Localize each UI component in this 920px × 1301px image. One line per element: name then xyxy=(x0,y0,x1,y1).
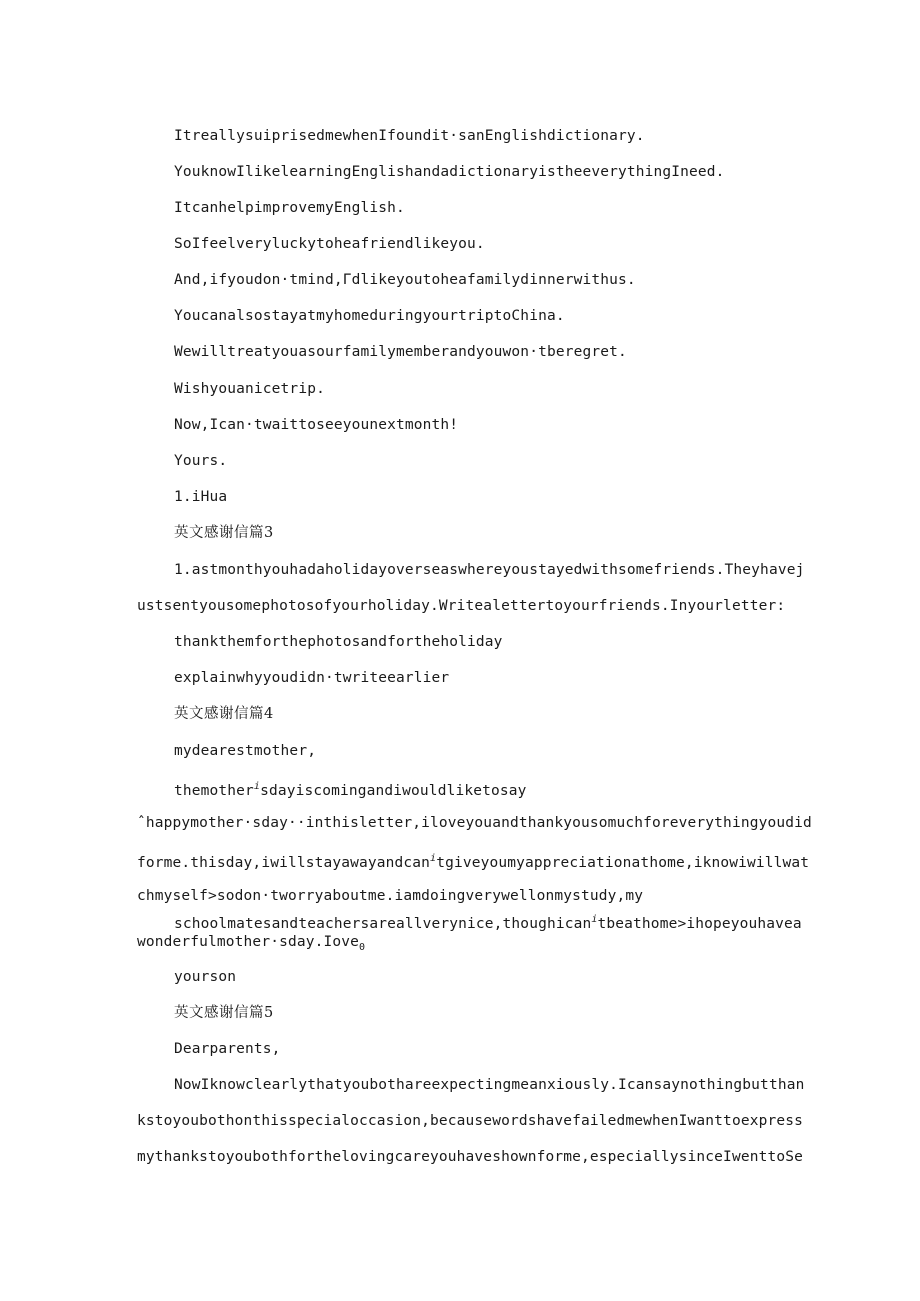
text-line xyxy=(137,850,809,872)
text-line: 1.astmonthyouhadaholidayoverseaswhereyoustayedwithsomefriends.Theyhavej xyxy=(174,562,805,578)
text-segment: tbeathome>ihopeyouhavea xyxy=(597,915,802,932)
text-segment: sdayiscomingandiwouldliketosay xyxy=(260,782,527,799)
text-line: ItcanhelpimprovemyEnglish. xyxy=(174,200,405,216)
text-line: And,ifyoudon·tmind,Γdlikeyoutoheafamilydinnerwithus. xyxy=(174,272,636,288)
text-segment: forme.thisday,iwillstayawayandcan xyxy=(137,854,431,871)
text-segment: wonderfulmother·sday.Iove xyxy=(137,934,359,950)
text-line xyxy=(174,911,802,933)
superscript-mark: i xyxy=(591,914,598,925)
text-segment: tgiveyoumyappreciationathome,iknowiwillwat xyxy=(436,854,810,871)
signature: 1.iHua xyxy=(174,489,228,505)
subscript-mark: 0 xyxy=(359,941,366,953)
section-heading-4: 英文感谢信篇4 xyxy=(174,706,274,722)
signature: yourson xyxy=(174,969,237,985)
text-line: ustsentyousomephotosofyourholiday.Writealettertoyourfriends.Inyourletter: xyxy=(137,598,786,614)
text-line: NowIknowclearlythatyoubothareexpectingmeanxiously.Icansaynothingbutthan xyxy=(174,1077,805,1093)
text-line xyxy=(174,778,527,800)
text-line: Wishyouanicetrip. xyxy=(174,381,325,397)
text-line xyxy=(137,933,365,957)
text-line: mythankstoyoubothforthelovingcareyouhaveshownforme,especiallysinceIwenttoSe xyxy=(137,1149,803,1165)
text-line: YoucanalsostayatmyhomeduringyourtriptoChina. xyxy=(174,308,565,324)
superscript-mark: i xyxy=(430,853,437,864)
text-line: Now,Ican·twaittoseeyounextmonth! xyxy=(174,417,459,433)
section-heading-3: 英文感谢信篇3 xyxy=(174,525,274,541)
greeting: mydearestmother, xyxy=(174,743,317,759)
text-line: kstoyoubothonthisspecialoccasion,becausewordshavefailedmewhenIwanttoexpress xyxy=(137,1113,803,1129)
text-line: SoIfeelveryluckytoheafriendlikeyou. xyxy=(174,236,485,252)
closing: Yours. xyxy=(174,453,228,469)
text-line: explainwhyyoudidn·twriteearlier xyxy=(174,670,450,686)
text-segment: schoolmatesandteachersareallverynice,thoughican xyxy=(174,915,592,932)
greeting: Dearparents, xyxy=(174,1041,281,1057)
text-line: YouknowIlikelearningEnglishandadictionaryistheeverythingIneed. xyxy=(174,164,725,180)
text-line: ˆhappymother·sday··inthisletter,iloveyouandthankyousomuchforeverythingyoudid xyxy=(137,815,812,831)
section-heading-5: 英文感谢信篇5 xyxy=(174,1005,274,1021)
text-line: thankthemforthephotosandfortheholiday xyxy=(174,634,503,650)
text-line: Wewilltreatyouasourfamilymemberandyouwon·tberegret. xyxy=(174,344,627,360)
text-segment: themother xyxy=(174,782,254,799)
superscript-mark: i xyxy=(253,781,261,792)
text-line: ItreallysuiprisedmewhenIfoundit·sanEnglishdictionary. xyxy=(174,128,645,144)
text-line: chmyself>sodon·tworryaboutme.iamdoingverywellonmystudy,my xyxy=(137,888,644,904)
